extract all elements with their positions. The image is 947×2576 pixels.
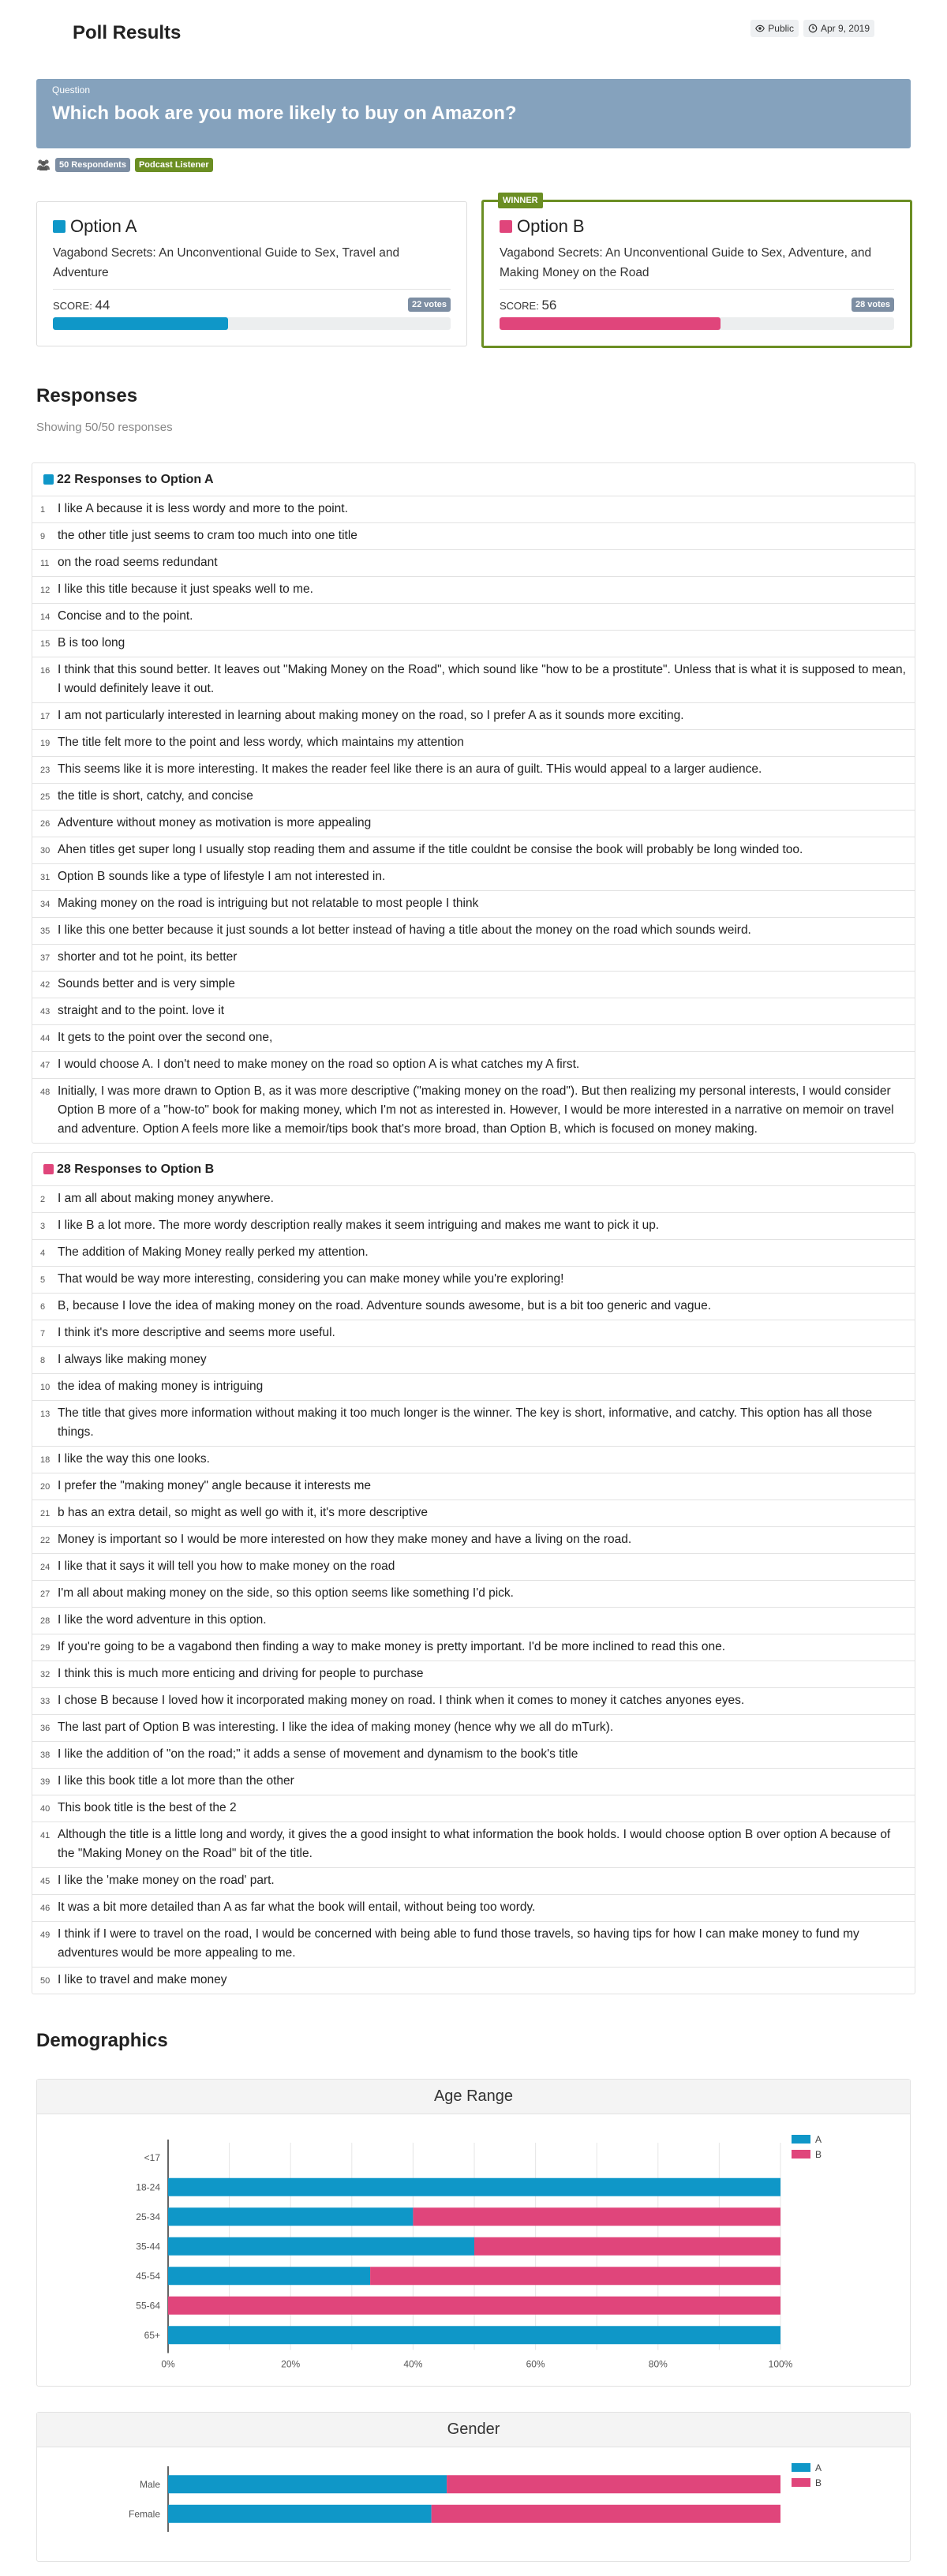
visibility-text: Public	[768, 23, 794, 34]
response-row	[32, 1052, 915, 1079]
response-row	[32, 730, 915, 757]
response-row	[32, 1554, 915, 1581]
legend-label: A	[815, 2134, 822, 2145]
response-text: Making money on the road is intriguing but not relatable to most people I think	[58, 897, 479, 910]
tag-list	[36, 158, 213, 172]
response-row	[32, 523, 915, 550]
users-icon	[36, 159, 51, 171]
response-number: 16	[40, 666, 51, 676]
response-text: I like the 'make money on the road' part.	[58, 1874, 275, 1887]
response-text: Adventure without money as motivation is more appealing	[58, 816, 372, 829]
response-text: I think if I were to travel on the road, I would be concerned with being able to fund those travels, so having tips for how I can make money to fund my adventures would be more appealing to me.	[58, 1927, 859, 1960]
response-number: 1	[40, 505, 46, 515]
response-row	[32, 811, 915, 837]
response-row	[32, 1868, 915, 1895]
response-text: I think it's more descriptive and seems more useful.	[58, 1326, 335, 1339]
response-text: I always like making money	[58, 1353, 207, 1366]
bar-b	[168, 2297, 780, 2315]
option-a-swatch	[53, 220, 66, 233]
response-number: 26	[40, 819, 51, 829]
gender-chart-panel	[36, 2412, 911, 2562]
option-b-responses-panel	[32, 1152, 915, 1994]
response-number: 33	[40, 1697, 51, 1706]
response-row	[32, 1581, 915, 1608]
response-text: I like the word adventure in this option.	[58, 1613, 267, 1627]
response-text: B, because I love the idea of making money on the road. Adventure sounds awesome, but is a bit too generic and vague.	[58, 1299, 712, 1312]
option-a-response-list	[32, 496, 915, 1143]
response-number: 38	[40, 1750, 51, 1760]
response-row	[32, 918, 915, 945]
gender-chart-title: Gender	[37, 2413, 910, 2447]
option-a-swatch	[43, 474, 54, 485]
option-a-title: Option A	[70, 216, 137, 236]
question-banner	[36, 79, 911, 148]
category-label: 35-44	[136, 2241, 160, 2252]
response-number: 18	[40, 1455, 51, 1465]
response-number: 31	[40, 873, 51, 882]
response-row	[32, 837, 915, 864]
response-text: Sounds better and is very simple	[58, 977, 235, 990]
response-number: 43	[40, 1007, 51, 1017]
option-b-responses-title: 28 Responses to Option B	[57, 1162, 215, 1176]
response-text: shorter and tot he point, its better	[58, 950, 238, 964]
response-row	[32, 757, 915, 784]
response-row	[32, 1294, 915, 1320]
gender-chart	[37, 2447, 910, 2561]
legend-swatch-b	[792, 2150, 810, 2159]
response-number: 30	[40, 846, 51, 856]
question-label: Question	[52, 84, 91, 95]
category-label: 45-54	[136, 2270, 160, 2282]
response-text: Initially, I was more drawn to Option B, as it was more descriptive ("making money on the road"). But then realizing my personal interests, I would consider Option B more of a "how-to" book for making money, which I'm not as interested in. However, I would be more interested in a narrative on memoir on travel and adventure. Option A feels more like a memoir/tips book that's more broad, than Option B, which is focused on money making.	[58, 1084, 894, 1136]
option-a-responses-panel	[32, 462, 915, 1144]
demographics-title: Demographics	[36, 2030, 168, 2051]
response-text: I like the way this one looks.	[58, 1452, 210, 1466]
response-row	[32, 1742, 915, 1769]
response-number: 25	[40, 792, 51, 802]
response-row	[32, 1240, 915, 1267]
response-row	[32, 1968, 915, 1994]
response-number: 2	[40, 1195, 46, 1204]
response-text: I like that it says it will tell you how to make money on the road	[58, 1559, 395, 1573]
response-text: B is too long	[58, 636, 125, 650]
option-b-card	[481, 196, 912, 348]
response-row	[32, 1401, 915, 1447]
response-text: I think this is much more enticing and driving for people to purchase	[58, 1667, 424, 1680]
response-text: I like this book title a lot more than the other	[58, 1774, 294, 1788]
response-number: 47	[40, 1061, 51, 1070]
clock-icon	[808, 24, 818, 33]
x-tick-label: 20%	[281, 2358, 301, 2370]
response-number: 17	[40, 712, 51, 721]
x-tick-label: 80%	[648, 2358, 668, 2370]
response-row	[32, 1447, 915, 1473]
legend-swatch-b	[792, 2478, 810, 2487]
option-b-responses-heading	[32, 1153, 915, 1186]
bar-a	[168, 2267, 370, 2285]
response-number: 5	[40, 1275, 46, 1285]
response-text: I like A because it is less wordy and more to the point.	[58, 502, 348, 515]
response-row	[32, 703, 915, 730]
category-label: Male	[139, 2478, 160, 2490]
response-row	[32, 1715, 915, 1742]
response-row	[32, 657, 915, 703]
response-number: 11	[40, 559, 50, 568]
option-a-score-value: 44	[95, 298, 110, 313]
response-text: I like the addition of "on the road;" it adds a sense of movement and dynamism to the book's title	[58, 1747, 578, 1761]
response-row	[32, 1769, 915, 1795]
response-row	[32, 1347, 915, 1374]
category-label: <17	[144, 2151, 160, 2163]
response-row	[32, 631, 915, 657]
responses-title: Responses	[36, 385, 138, 406]
respondents-badge: 50 Respondents	[55, 158, 130, 172]
legend-swatch-a	[792, 2135, 810, 2144]
response-number: 34	[40, 900, 51, 909]
option-b-progress	[500, 317, 894, 330]
responses-count-text: Showing 50/50 responses	[36, 421, 173, 434]
response-number: 9	[40, 532, 46, 541]
response-number: 40	[40, 1804, 51, 1814]
bar-b	[432, 2505, 780, 2523]
option-b-score-value: 56	[541, 298, 557, 313]
response-number: 50	[40, 1976, 51, 1986]
option-b-title: Option B	[517, 216, 585, 236]
response-text: Option B sounds like a type of lifestyle I am not interested in.	[58, 870, 386, 883]
visibility-chip	[750, 20, 799, 37]
header	[36, 0, 911, 68]
response-number: 3	[40, 1222, 46, 1231]
response-number: 6	[40, 1302, 46, 1312]
response-text: the idea of making money is intriguing	[58, 1380, 264, 1393]
response-number: 29	[40, 1643, 51, 1653]
response-text: I like to travel and make money	[58, 1973, 227, 1986]
response-text: Although the title is a little long and wordy, it gives the a good insight to what information the book holds. I would choose option B over option A because of the "Making Money on the Road" bit of the title.	[58, 1828, 891, 1860]
response-text: b has an extra detail, so might as well go with it, it's more descriptive	[58, 1506, 429, 1519]
eye-icon	[755, 24, 765, 33]
option-b-votes-badge: 28 votes	[852, 298, 894, 312]
age-range-chart-title: Age Range	[37, 2080, 910, 2114]
legend-label: A	[815, 2462, 822, 2473]
response-number: 45	[40, 1877, 51, 1886]
option-a-responses-title: 22 Responses to Option A	[57, 472, 214, 486]
option-a-progress	[53, 317, 451, 330]
response-text: I am all about making money anywhere.	[58, 1192, 274, 1205]
option-b-description: Vagabond Secrets: An Unconventional Guide to Sex, Adventure, and Making Money on the Road	[500, 246, 872, 279]
response-number: 13	[40, 1410, 51, 1419]
response-number: 27	[40, 1589, 51, 1599]
response-text: I like this title because it just speaks well to me.	[58, 582, 313, 596]
response-text: The title that gives more information without making it too much longer is the winner. The key is short, informative, and catchy. This option has all those things.	[58, 1406, 873, 1439]
response-number: 44	[40, 1034, 51, 1043]
option-a-score-label: SCORE:	[53, 300, 92, 312]
response-number: 24	[40, 1563, 51, 1572]
response-text: If you're going to be a vagabond then finding a way to make money is pretty important. I'd be more inclined to read this one.	[58, 1640, 725, 1653]
legend-label: B	[815, 2477, 822, 2488]
date-chip	[803, 20, 874, 37]
response-text: Concise and to the point.	[58, 609, 193, 623]
bar-b	[370, 2267, 780, 2285]
option-a-description: Vagabond Secrets: An Unconventional Guide to Sex, Travel and Adventure	[53, 246, 400, 279]
response-number: 21	[40, 1509, 51, 1518]
response-number: 41	[40, 1831, 51, 1840]
x-tick-label: 60%	[526, 2358, 545, 2370]
response-row	[32, 1267, 915, 1294]
response-text: Ahen titles get super long I usually stop reading them and assume if the title couldnt be consise the book will probably be long winded too.	[58, 843, 803, 856]
bar-a	[168, 2505, 432, 2523]
response-row	[32, 864, 915, 891]
response-number: 14	[40, 612, 51, 622]
response-row	[32, 972, 915, 998]
response-row	[32, 1527, 915, 1554]
response-row	[32, 550, 915, 577]
x-tick-label: 0%	[161, 2358, 175, 2370]
response-number: 8	[40, 1356, 46, 1365]
x-tick-label: 100%	[768, 2358, 793, 2370]
response-text: the other title just seems to cram too much into one title	[58, 529, 357, 542]
date-text: Apr 9, 2019	[820, 23, 870, 34]
response-number: 4	[40, 1249, 46, 1258]
meta-info	[750, 20, 874, 37]
response-text: on the road seems redundant	[58, 556, 218, 569]
response-text: This book title is the best of the 2	[58, 1801, 237, 1814]
response-text: That would be way more interesting, considering you can make money while you're exploring!	[58, 1272, 564, 1286]
bar-a	[168, 2326, 780, 2344]
response-text: I would choose A. I don't need to make money on the road so option A is what catches my A first.	[58, 1058, 580, 1071]
page-title: Poll Results	[73, 22, 182, 43]
response-text: Money is important so I would be more interested on how they make money and have a living on the road.	[58, 1533, 632, 1546]
response-number: 48	[40, 1088, 51, 1097]
response-number: 22	[40, 1536, 51, 1545]
response-row	[32, 784, 915, 811]
bar-a	[168, 2237, 474, 2256]
option-a-votes-badge: 22 votes	[408, 298, 451, 312]
response-row	[32, 998, 915, 1025]
response-text: The title felt more to the point and less wordy, which maintains my attention	[58, 736, 464, 749]
option-a-card	[36, 201, 467, 346]
response-row	[32, 1634, 915, 1661]
response-text: I'm all about making money on the side, so this option seems like something I'd pick.	[58, 1586, 514, 1600]
response-text: straight and to the point. love it	[58, 1004, 225, 1017]
question-text: Which book are you more likely to buy on Amazon?	[52, 103, 517, 124]
response-row	[32, 1895, 915, 1922]
response-row	[32, 1374, 915, 1401]
option-a-heading	[53, 216, 137, 237]
response-text: It gets to the point over the second one,	[58, 1031, 273, 1044]
response-text: I prefer the "making money" angle because it interests me	[58, 1479, 371, 1492]
response-text: I like B a lot more. The more wordy description really makes it seem intriguing and makes me want to pick it up.	[58, 1219, 660, 1232]
response-text: This seems like it is more interesting. It makes the reader feel like there is an aura of guilt. THis would appeal to a larger audience.	[58, 762, 762, 776]
response-number: 49	[40, 1930, 51, 1940]
response-row	[32, 891, 915, 918]
category-label: Female	[128, 2508, 160, 2520]
response-number: 36	[40, 1724, 51, 1733]
option-a-responses-heading	[32, 463, 915, 496]
response-number: 19	[40, 739, 51, 748]
response-number: 12	[40, 586, 51, 595]
bar-a	[168, 2475, 447, 2493]
response-number: 46	[40, 1904, 51, 1913]
response-number: 15	[40, 639, 51, 649]
bar-a	[168, 2207, 413, 2226]
response-number: 23	[40, 766, 51, 775]
response-number: 20	[40, 1482, 51, 1492]
response-text: the title is short, catchy, and concise	[58, 789, 253, 803]
age-range-chart	[37, 2114, 910, 2386]
response-text: I am not particularly interested in learning about making money on the road, so I prefer A as it sounds more exciting.	[58, 709, 684, 722]
response-row	[32, 604, 915, 631]
response-row	[32, 945, 915, 972]
winner-badge: WINNER	[498, 193, 543, 208]
x-tick-label: 40%	[403, 2358, 423, 2370]
response-row	[32, 1025, 915, 1052]
response-row	[32, 1079, 915, 1143]
response-row	[32, 1822, 915, 1868]
option-a-score	[53, 298, 110, 313]
response-row	[32, 496, 915, 523]
audience-badge: Podcast Listener	[135, 158, 213, 172]
category-label: 25-34	[136, 2211, 160, 2222]
response-row	[32, 1320, 915, 1347]
option-b-response-list	[32, 1186, 915, 1994]
response-row	[32, 1795, 915, 1822]
response-row	[32, 577, 915, 604]
response-row	[32, 1922, 915, 1968]
response-row	[32, 1213, 915, 1240]
response-row	[32, 1661, 915, 1688]
bar-b	[474, 2237, 780, 2256]
option-b-swatch	[43, 1164, 54, 1174]
response-number: 32	[40, 1670, 51, 1679]
response-number: 39	[40, 1777, 51, 1787]
response-number: 37	[40, 953, 51, 963]
response-row	[32, 1473, 915, 1500]
response-text: The last part of Option B was interesting. I like the idea of making money (hence why we all do mTurk).	[58, 1720, 614, 1734]
category-label: 18-24	[136, 2181, 160, 2193]
response-text: It was a bit more detailed than A as far what the book will entail, without being too wordy.	[58, 1900, 536, 1914]
bar-b	[413, 2207, 780, 2226]
option-b-progress-fill	[500, 317, 721, 330]
response-number: 7	[40, 1329, 46, 1339]
response-row	[32, 1186, 915, 1213]
category-label: 65+	[144, 2329, 160, 2341]
response-row	[32, 1608, 915, 1634]
option-b-heading	[500, 216, 585, 237]
response-text: I chose B because I loved how it incorporated making money on road. I think when it comes to money it catches anyones eyes.	[58, 1694, 745, 1707]
option-b-score-label: SCORE:	[500, 300, 539, 312]
response-number: 42	[40, 980, 51, 990]
option-b-score	[500, 298, 556, 313]
response-row	[32, 1500, 915, 1527]
age-range-chart-panel	[36, 2079, 911, 2387]
response-text: The addition of Making Money really perked my attention.	[58, 1245, 369, 1259]
option-a-progress-fill	[53, 317, 228, 330]
legend-swatch-a	[792, 2463, 810, 2472]
category-label: 55-64	[136, 2300, 160, 2312]
option-b-swatch	[500, 220, 512, 233]
legend-label: B	[815, 2149, 822, 2160]
bar-b	[447, 2475, 780, 2493]
response-row	[32, 1688, 915, 1715]
response-text: I think that this sound better. It leaves out "Making Money on the Road", which sound like "how to be a prostitute". Unless that is what it is supposed to mean, I would definitely leave it out.	[58, 663, 906, 695]
divider	[500, 289, 894, 290]
divider	[53, 289, 451, 290]
response-number: 10	[40, 1383, 51, 1392]
bar-a	[168, 2178, 780, 2196]
response-text: I like this one better because it just sounds a lot better instead of having a title about the money on the road which sounds weird.	[58, 923, 751, 937]
response-number: 28	[40, 1616, 51, 1626]
response-number: 35	[40, 927, 51, 936]
